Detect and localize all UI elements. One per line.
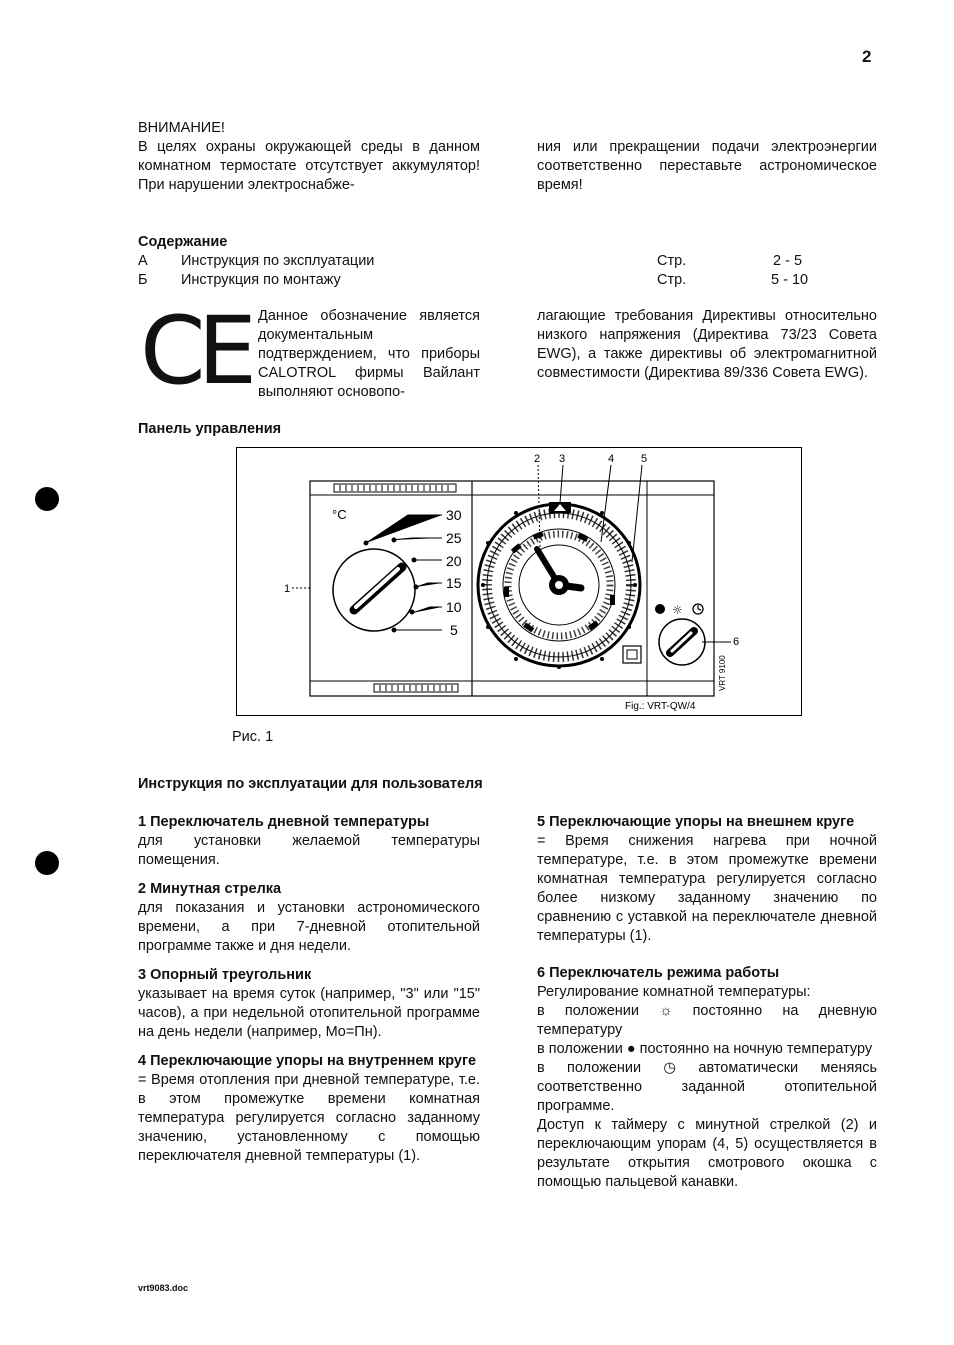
temperature-unit: °C bbox=[332, 507, 347, 522]
scale-label-15: 15 bbox=[446, 575, 462, 591]
callout-1: 1 bbox=[284, 583, 291, 595]
scale-label-10: 10 bbox=[446, 599, 462, 615]
contents-page-range: 2 - 5 bbox=[773, 253, 803, 269]
mode-icons bbox=[655, 603, 703, 617]
callout-3: 3 bbox=[559, 453, 566, 465]
item-1-title: 1 Переключатель дневной температуры bbox=[138, 814, 430, 830]
punch-hole-bottom bbox=[35, 851, 59, 875]
callout-2: 2 bbox=[534, 453, 541, 465]
contents-page-label: Стр. bbox=[657, 253, 687, 269]
footer-filename: vrt9083.doc bbox=[138, 1283, 189, 1293]
ce-text-col1: Данное обозначение является документальным подтверждением, что приборы CALOTROL фирмы Вайлант выполняют основопо- bbox=[258, 308, 480, 400]
item-2-text: для показания и установки астрономического времени, а при 7-дневной отопительной программе также и дня недели. bbox=[138, 900, 480, 954]
item-3-text: указывает на время суток (например, "3" или "15" часов), а при недельной отопительной программе на день недели (например, Mo=Пн). bbox=[138, 986, 480, 1040]
callout-6: 6 bbox=[733, 636, 740, 648]
item-4-title: 4 Переключающие упоры на внутреннем круге bbox=[138, 1053, 477, 1069]
contents-heading: Содержание bbox=[138, 234, 228, 250]
control-panel-figure bbox=[236, 447, 802, 717]
ce-mark-logo: CE bbox=[140, 297, 250, 406]
contents-title: Инструкция по монтажу bbox=[181, 272, 341, 288]
panel-heading: Панель управления bbox=[138, 421, 282, 437]
mode-switch-pointer bbox=[670, 631, 694, 653]
item-6-text-night: в положении ● постоянно на ночную температуру bbox=[537, 1041, 873, 1057]
temperature-scale-leaders bbox=[364, 515, 442, 632]
attention-text-col1: В целях охраны окружающей среды в данном комнатном термостате отсутствует аккумулятор! При нарушении электроснабже- bbox=[138, 139, 480, 193]
punch-hole-top bbox=[35, 487, 59, 511]
svg-text:☼: ☼ bbox=[672, 603, 683, 617]
attention-heading: ВНИМАНИЕ! bbox=[138, 120, 225, 136]
item-6-text-auto: в положении ◷ автоматически меняясь соответственно заданной отопительной программе. bbox=[537, 1060, 877, 1114]
page-number: 2 bbox=[862, 47, 872, 66]
contents-letter: А bbox=[138, 253, 148, 269]
scale-label-25: 25 bbox=[446, 530, 462, 546]
device-body bbox=[310, 481, 714, 696]
callout-5: 5 bbox=[641, 453, 648, 465]
instructions-heading: Инструкция по эксплуатации для пользователя bbox=[138, 776, 483, 792]
instructions-left-column bbox=[138, 813, 480, 1166]
contents-page-label: Стр. bbox=[657, 272, 687, 288]
bottom-vent-grille bbox=[374, 684, 458, 692]
item-5-text: = Время снижения нагрева при ночной температуре, т.е. в этом промежутке времени комнатная температура регулируется согласно более низкому заданному значению по сравнению с уставкой на переключателе дневной температуры (1). bbox=[537, 833, 877, 944]
item-6-text-day: в положении ☼ постоянно на дневную температуру bbox=[537, 1003, 877, 1038]
minute-hand[interactable] bbox=[537, 549, 581, 595]
item-4-text: = Время отопления при дневной температуре, т.е. в этом промежутке времени комнатная температура регулируется согласно заданному значению, установленному с помощью переключателя дневной температуры (1). bbox=[138, 1072, 480, 1164]
top-vent-grille bbox=[334, 484, 456, 492]
ce-text-col2: лагающие требования Директивы относительно низкого напряжения (Директива 73/23 Совета EWG), а также директивы об электромагнитной совместимости (Директива 89/336 Совета EWG). bbox=[537, 308, 877, 381]
attention-text-col2: ния или прекращении подачи электроэнергии соответственно переставьте астрономическое время! bbox=[537, 139, 877, 193]
instructions-right-column bbox=[537, 813, 877, 1192]
scale-label-30: 30 bbox=[446, 507, 462, 523]
contents-title: Инструкция по эксплуатации bbox=[181, 253, 375, 269]
contents-letter: Б bbox=[138, 272, 148, 288]
item-2-title: 2 Минутная стрелка bbox=[138, 881, 282, 897]
inspection-window bbox=[623, 646, 641, 663]
item-6-text-intro: Регулирование комнатной температуры: bbox=[537, 984, 811, 1000]
item-5-title: 5 Переключающие упоры на внешнем круге bbox=[537, 814, 855, 830]
figure-caption: Рис. 1 bbox=[232, 729, 274, 745]
figure-code: Fig.: VRT-QW/4 bbox=[625, 701, 696, 712]
item-3-title: 3 Опорный треугольник bbox=[138, 967, 312, 983]
item-6-title: 6 Переключатель режима работы bbox=[537, 965, 780, 981]
item-6-text-access: Доступ к таймеру с минутной стрелкой (2) и переключающим упорам (4, 5) осуществляется в результате открытия смотрового окошка с помощью пальцевой канавки. bbox=[537, 1117, 877, 1190]
callout-4: 4 bbox=[608, 453, 615, 465]
scale-label-20: 20 bbox=[446, 553, 462, 569]
device-side-code: VRT 9100 bbox=[718, 655, 727, 691]
contents-page-range: 5 - 10 bbox=[771, 272, 809, 288]
item-1-text: для установки желаемой температуры помещения. bbox=[138, 833, 480, 868]
scale-label-5: 5 bbox=[450, 622, 458, 638]
temperature-knob-pointer bbox=[354, 567, 402, 610]
